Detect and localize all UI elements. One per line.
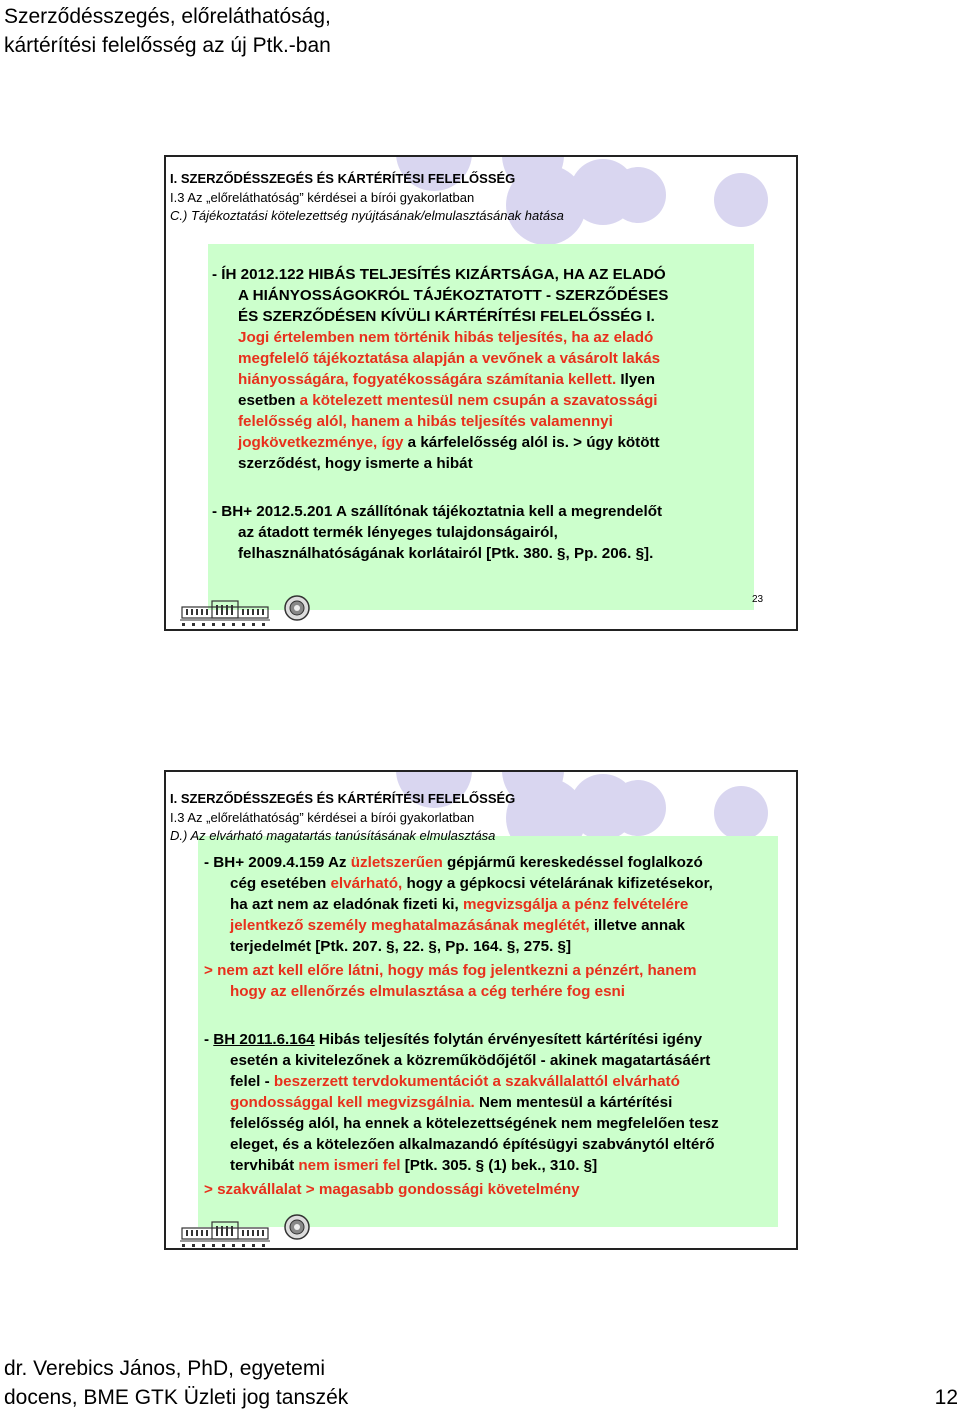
document-title-line2: kártérítési felelősség az új Ptk.-ban [4,34,331,57]
case-text: Ilyen [616,371,656,388]
case-text: a kötelezett mentesül nem csupán a szavatossági [295,392,658,409]
case-text: cég esetében [230,875,331,892]
case-title-line: - ÍH 2012.122 HIBÁS TELJESÍTÉS KIZÁRTSÁGA, HA AZ ELADÓ [212,266,666,283]
conclusion-line: > nem azt kell előre látni, hogy más fog jelentkezni a pénzért, hanem [204,962,697,979]
conclusion-2: > szakvállalat > magasabb gondossági követelmény [204,1181,580,1198]
case-text: [Ptk. 305. § (1) bek., 310. §] [400,1157,598,1174]
case-text: jelentkező személy meghatalmazásának meglétét, [230,917,590,934]
footer-author-line1: dr. Verebics János, PhD, egyetemi [4,1357,325,1380]
case-text-line: terjedelmét [Ptk. 207. §, 22. §, Pp. 164. §, 275. §] [230,938,572,955]
case-text-line: esetén a kivitelezőnek a közreműködőjétől - akinek magatartásáért [230,1052,711,1069]
case-text: esetben [238,392,296,409]
document-footer [4,1354,958,1412]
university-seal-icon [284,1214,310,1240]
subsection-heading: I.3 Az „előreláthatóság” kérdései a bírói gyakorlatban [170,809,475,825]
case-ih-2012-122 [212,264,754,474]
case-text-line: felelősség alól, hanem a hibás teljesítés valamennyi [238,413,613,430]
case-text: Hibás teljesítés folytán érvényesített kártérítési igény [314,1031,703,1048]
case-text-line: eleget, és a kötelezően alkalmazandó építésügyi szabványtól eltérő [230,1136,715,1153]
topic-heading: C.) Tájékoztatási kötelezettség nyújtásának/elmulasztásának hatása [170,208,564,223]
case-text-line: felelősség alól, ha ennek a kötelezettségének nem megfelelően tesz [230,1115,719,1132]
section-heading: I. SZERZŐDÉSSZEGÉS ÉS KÁRTÉRÍTÉSI FELELŐSSÉG [170,171,516,186]
case-text: ha azt nem az eladónak fizeti ki, [230,896,463,913]
slide-1-content [208,244,754,610]
case-text: üzletszerűen [350,854,443,871]
document-title [4,2,331,60]
case-text-line: az átadott termék lényeges tulajdonságairól, [238,524,558,541]
case-text: jogkövetkezménye, így [238,434,404,451]
footer-author-line2: docens, BME GTK Üzleti jog tanszék [4,1386,349,1409]
document-page-number: 12 [934,1386,958,1409]
case-title-line: ÉS SZERZŐDÉSEN KÍVÜLI KÁRTÉRÍTÉSI FELELŐSSÉG I. [238,308,655,325]
case-text-line: Jogi értelemben nem történik hibás teljesítés, ha az eladó [238,329,654,346]
case-text: gépjármű kereskedéssel foglalkozó [442,854,703,871]
slide-number: 23 [752,594,764,605]
case-bh-2009-4-159 [204,852,772,957]
document-title-line1: Szerződésszegés, előreláthatóság, [4,5,331,28]
university-seal-icon [284,595,310,621]
case-text: tervhibát [230,1157,299,1174]
conclusion-1 [204,960,772,1002]
case-text: nem ismeri fel [298,1157,401,1174]
slide-2-content [198,836,778,1227]
slide-2 [164,770,798,1250]
case-text: illetve annak [589,917,685,934]
section-heading: I. SZERZŐDÉSSZEGÉS ÉS KÁRTÉRÍTÉSI FELELŐSSÉG [170,791,516,806]
case-title-line: A HIÁNYOSSÁGOKRÓL TÁJÉKOZTATOTT - SZERZŐDÉSES [238,287,669,304]
subsection-heading: I.3 Az „előreláthatóság” kérdései a bírói gyakorlatban [170,189,475,205]
slide-1-header [170,170,564,226]
university-building-logo [180,599,270,627]
slide-1 [164,155,798,631]
case-text-line: felhasználhatóságának korlátairól [Ptk. 380. §, Pp. 206. §]. [238,545,654,562]
case-text: gondossággal kell megvizsgálnia. [230,1094,475,1111]
decor-circle [714,173,768,227]
decor-circle [610,780,666,836]
decor-circle [610,167,666,223]
case-text-line: szerződést, hogy ismerte a hibát [238,455,473,472]
case-text: megvizsgálja a pénz felvételére [462,896,689,913]
case-text: Nem mentesül a kártérítési [474,1094,673,1111]
case-text: BH 2011.6.164 [213,1031,315,1048]
case-text: elvárható, [330,875,403,892]
case-text: hogy a gépkocsi vételárának kifizetésekor, [402,875,713,892]
decor-circle [714,786,768,840]
case-text-line: megfelelő tájékoztatása alapján a vevőnek a vásárolt lakás [238,350,661,367]
case-text: - [204,1031,214,1048]
case-title-line: - BH+ 2012.5.201 A szállítónak tájékoztatnia kell a megrendelőt [212,503,663,520]
university-building-logo [180,1220,270,1248]
topic-heading: D.) Az elvárható magatartás tanúsításának elmulasztása [170,828,496,843]
case-bh-2012-5-201 [212,501,754,564]
case-text: - BH+ 2009.4.159 Az [204,854,351,871]
case-text: a kárfelelősség alól is. > úgy kötött [403,434,660,451]
case-text: hiányosságára, fogyatékosságára számítania kellett. [238,371,617,388]
case-text: beszerzett tervdokumentációt a szakvállalattól elvárható [273,1073,680,1090]
case-text: felel - [230,1073,274,1090]
conclusion-line: hogy az ellenőrzés elmulasztása a cég terhére fog esni [230,983,626,1000]
slide-2-header [170,790,515,846]
case-bh-2011-6-164 [204,1029,772,1176]
